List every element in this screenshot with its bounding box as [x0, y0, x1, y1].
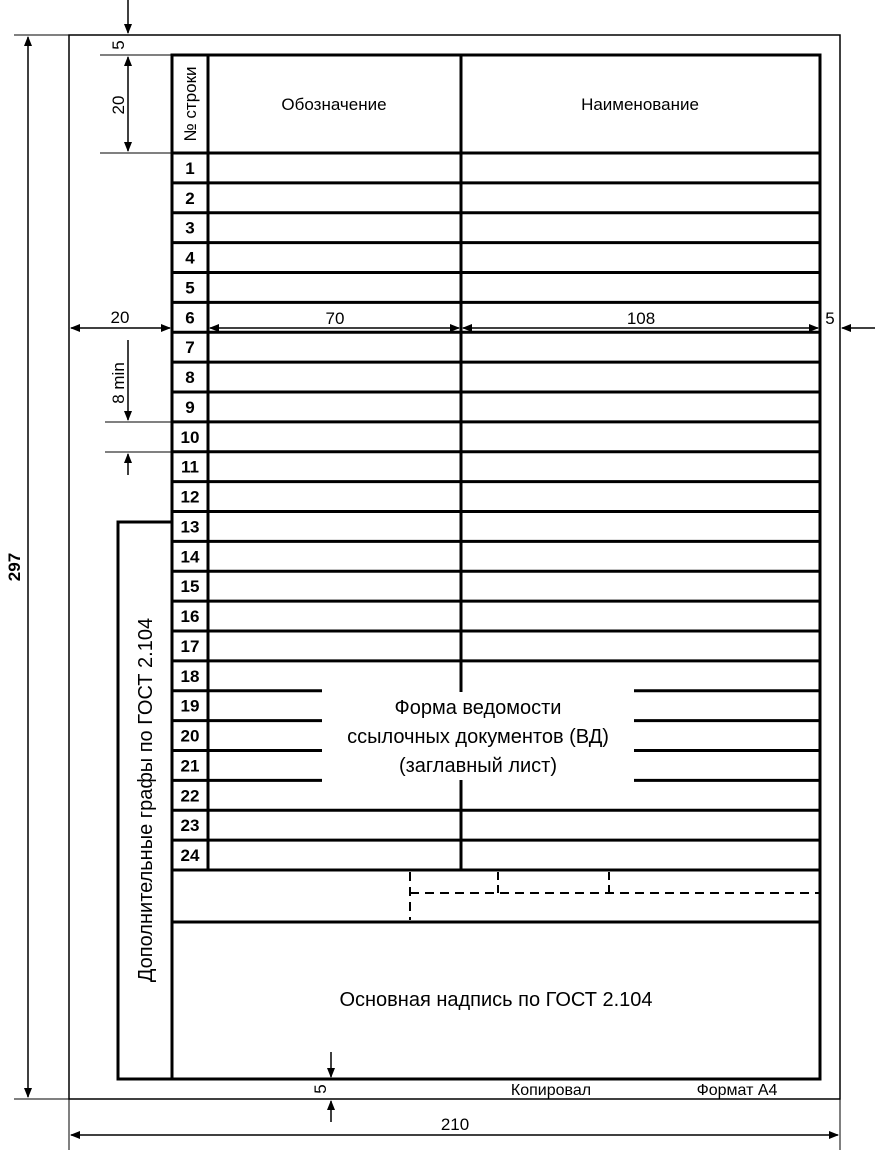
row-number-18: 18: [180, 666, 200, 686]
designation-width-value: 70: [325, 309, 345, 328]
row-number-11: 11: [181, 457, 199, 477]
row-number-12: 12: [180, 487, 200, 507]
center-label-line1: Форма ведомости: [394, 697, 562, 719]
row-number-5: 5: [185, 278, 195, 298]
designation-header: Обозначение: [281, 95, 387, 114]
row-number-4: 4: [185, 248, 195, 268]
sheet-width-value: 210: [440, 1115, 470, 1134]
row-number-2: 2: [185, 188, 195, 208]
title-block-label: Основная надпись по ГОСТ 2.104: [339, 989, 653, 1011]
center-label-line2: ссылочных документов (ВД): [347, 726, 609, 748]
copied-label: Копировал: [510, 1082, 592, 1099]
table-frame: [172, 55, 820, 1079]
row-number-10: 10: [180, 427, 200, 447]
format-label: Формат А4: [696, 1082, 778, 1099]
name-header: Наименование: [581, 95, 699, 114]
row-number-1: 1: [185, 158, 195, 178]
row-number-7: 7: [185, 338, 195, 358]
center-label-line3: (заглавный лист): [398, 755, 558, 777]
row-number-22: 22: [180, 786, 200, 806]
row-number-21: 21: [180, 756, 200, 776]
row-number-3: 3: [185, 218, 195, 238]
row-number-14: 14: [180, 547, 200, 567]
right-margin-value: 5: [825, 309, 835, 328]
name-width-value: 108: [626, 309, 656, 328]
row-number-16: 16: [180, 607, 200, 627]
row-number-8: 8: [185, 368, 195, 388]
row-number-24: 24: [180, 846, 200, 866]
row-number-17: 17: [180, 636, 200, 656]
row-number-15: 15: [180, 577, 200, 597]
row-number-23: 23: [180, 816, 200, 836]
sheet-height-value: 297: [5, 552, 24, 582]
row-number-header: № строки: [181, 66, 200, 142]
top-margin-value: 5: [109, 40, 128, 50]
row-number-19: 19: [180, 696, 200, 716]
row-number-6: 6: [185, 308, 195, 328]
row-height-value: 8 min: [109, 362, 128, 404]
row-number-20: 20: [180, 726, 200, 746]
bottom-margin-value: 5: [311, 1084, 330, 1094]
row-number-9: 9: [185, 397, 195, 417]
side-column-label: Дополнительные графы по ГОСТ 2.104: [135, 617, 157, 983]
header-height-value: 20: [109, 95, 128, 115]
left-margin-value: 20: [110, 308, 130, 327]
row-number-13: 13: [180, 517, 200, 537]
